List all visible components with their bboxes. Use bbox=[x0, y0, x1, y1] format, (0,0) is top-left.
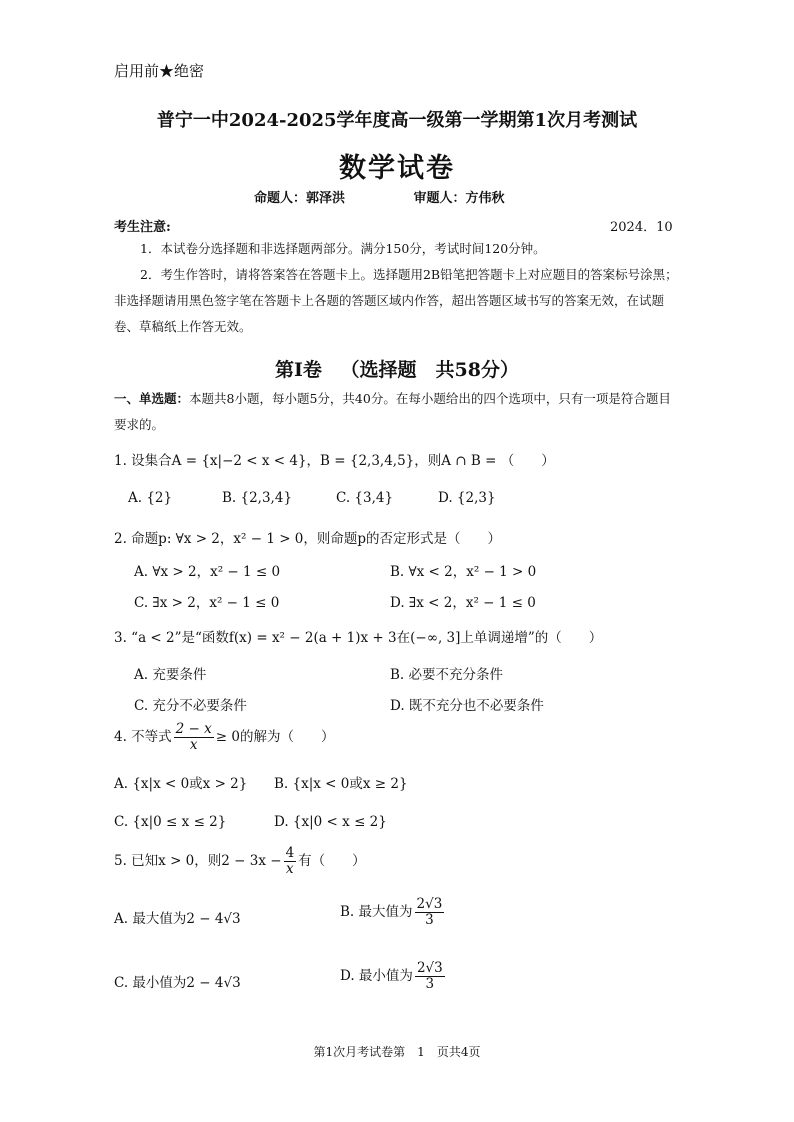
question-5-fraction bbox=[284, 846, 297, 877]
fraction-numerator: 2√3 bbox=[416, 960, 443, 976]
exam-title: 普宁一中2024-2025学年度高一级第一学期第1次月考测试 bbox=[156, 110, 638, 131]
classification-label: 启用前★绝密 bbox=[114, 62, 205, 80]
option-d-fraction bbox=[415, 961, 445, 992]
question-1-option-c: C. {3,4} bbox=[336, 490, 394, 506]
part-description: 本题共8小题，每小题5分，共40分。在每小题给出的四个选项中，只有一项是符合题目要求的。 bbox=[114, 391, 671, 432]
option-b-prefix: B. 最大值为 bbox=[340, 903, 413, 920]
author: 命题人：郭泽洪 bbox=[254, 191, 346, 206]
question-5-option-a: A. 最大值为2 − 4√3 bbox=[114, 911, 241, 927]
fraction-numerator: 2 − x bbox=[175, 721, 212, 737]
exam-date: 2024．10 bbox=[610, 220, 673, 235]
question-5-option-b bbox=[340, 897, 446, 928]
question-1-option-a: A. {2} bbox=[128, 490, 173, 506]
question-5-option-c: C. 最小值为2 − 4√3 bbox=[114, 975, 241, 991]
question-3-option-d: D. 既不充分也不必要条件 bbox=[390, 698, 544, 714]
fraction-denominator: 3 bbox=[425, 975, 435, 992]
question-5-option-d bbox=[340, 961, 447, 992]
question-5-stem-prefix: 5. 已知x > 0，则2 − 3x − bbox=[114, 852, 282, 869]
question-4-fraction bbox=[174, 722, 214, 753]
question-3-option-a: A. 充要条件 bbox=[134, 667, 207, 683]
question-4-option-b: B. {x|x < 0或x ≥ 2} bbox=[274, 776, 408, 792]
fraction-denominator: x bbox=[189, 736, 198, 753]
fraction-numerator: 4 bbox=[285, 845, 295, 861]
reviewer: 审题人：方伟秋 bbox=[413, 191, 505, 206]
question-1-option-d: D. {2,3} bbox=[438, 490, 496, 506]
authors-line bbox=[254, 187, 505, 206]
question-1-stem: 1. 设集合A = {x|−2 < x < 4}，B = {2,3,4,5}，则A ∩ B = （ ） bbox=[114, 453, 555, 469]
section-title bbox=[0, 355, 794, 382]
question-4-stem-suffix: ≥ 0的解为（ ） bbox=[215, 728, 335, 745]
fraction-denominator: x bbox=[286, 860, 294, 877]
exam-subtitle: 数学试卷 bbox=[339, 153, 455, 184]
question-5-stem bbox=[114, 846, 366, 877]
question-1-option-b: B. {2,3,4} bbox=[222, 490, 293, 506]
question-2-stem: 2. 命题p: ∀x > 2，x² − 1 > 0，则命题p的否定形式是（ ） bbox=[114, 531, 502, 547]
fraction-denominator: 3 bbox=[425, 911, 434, 928]
question-3-option-b: B. 必要不充分条件 bbox=[390, 667, 504, 683]
question-2-option-b: B. ∀x < 2，x² − 1 > 0 bbox=[390, 564, 537, 580]
part-label: 一、单选题： bbox=[114, 391, 190, 406]
notice-item-2: 2．考生作答时，请将答案答在答题卡上。选择题用2B铅笔把答题卡上对应题目的答案标号涂黑；非选择题请用黑色签字笔在答题卡上各题的答题区域内作答，超出答题区域书写的答案无效，在试题卷、草稿纸上作答无效。 bbox=[114, 267, 678, 334]
option-d-prefix: D. 最小值为 bbox=[340, 967, 413, 984]
question-2-option-d: D. ∃x < 2，x² − 1 ≤ 0 bbox=[390, 595, 536, 611]
option-b-fraction bbox=[415, 897, 445, 928]
question-4-stem bbox=[114, 722, 334, 753]
section-volume: 第Ⅰ卷 bbox=[275, 359, 322, 381]
notice-heading: 考生注意: bbox=[114, 220, 171, 235]
question-4-stem-prefix: 4. 不等式 bbox=[114, 728, 172, 745]
question-2-option-a: A. ∀x > 2，x² − 1 ≤ 0 bbox=[134, 564, 281, 580]
question-4-option-c: C. {x|0 ≤ x ≤ 2} bbox=[114, 814, 227, 830]
question-2-option-c: C. ∃x > 2，x² − 1 ≤ 0 bbox=[134, 595, 280, 611]
question-5-stem-suffix: 有（ ） bbox=[298, 852, 366, 869]
fraction-numerator: 2√3 bbox=[416, 896, 443, 912]
page-footer: 第1次月考试卷第 1 页共4页 bbox=[313, 1045, 481, 1059]
notice-item-1: 1．本试卷分选择题和非选择题两部分。满分150分，考试时间120分钟。 bbox=[140, 241, 546, 256]
part-intro bbox=[114, 386, 680, 438]
section-name: （选择题 共58分） bbox=[340, 359, 519, 381]
question-3-stem: 3. “a < 2”是“函数f(x) = x² − 2(a + 1)x + 3在(−∞, 3]上单调递增”的（ ） bbox=[114, 630, 603, 646]
question-3-option-c: C. 充分不必要条件 bbox=[134, 698, 247, 714]
question-4-option-a: A. {x|x < 0或x > 2} bbox=[114, 776, 248, 792]
question-4-option-d: D. {x|0 < x ≤ 2} bbox=[274, 814, 387, 830]
